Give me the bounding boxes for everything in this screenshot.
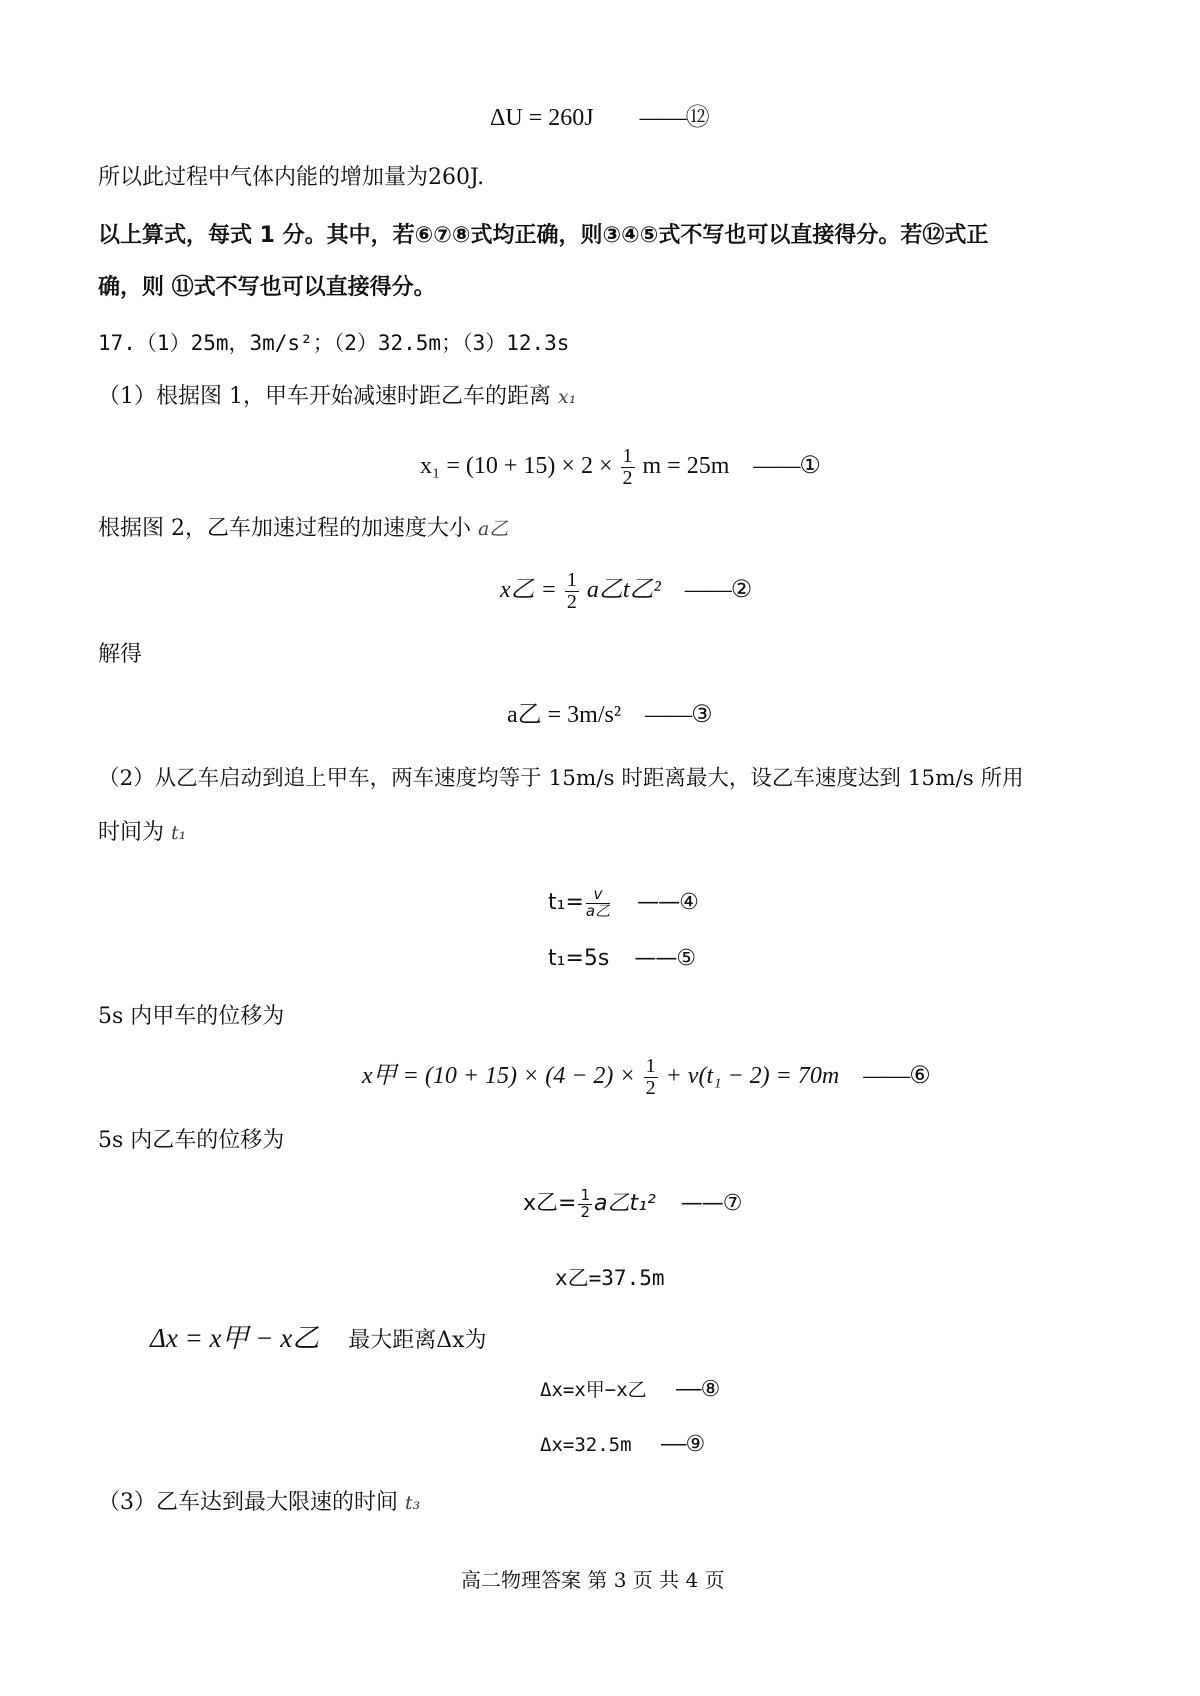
variable-label: t₃ (405, 1492, 421, 1514)
equation-text: x甲 = (10 + 15) × (4 − 2) × (362, 1063, 636, 1089)
text-line (98, 1488, 420, 1518)
fraction-numerator: v (586, 887, 610, 904)
equation-delta-u (490, 103, 709, 133)
equation-tag: ——⑦ (680, 1191, 742, 1216)
equation-text: ΔU = 260J (490, 105, 594, 131)
fraction-denominator: 2 (645, 1076, 656, 1099)
equation-5 (548, 944, 695, 974)
fraction (644, 1056, 658, 1099)
equation-text: t₁=5s (548, 946, 610, 971)
equation-7 (523, 1178, 742, 1230)
fraction-numerator: 1 (566, 568, 577, 591)
equation-1 (420, 438, 820, 494)
fraction (565, 570, 579, 613)
text-line: 5s 内甲车的位移为 (98, 1004, 285, 1029)
text-line (98, 818, 186, 848)
equation-text: a乙t₁² (594, 1191, 656, 1216)
equation-tag: ——⑧ (676, 1377, 720, 1402)
text-span: （1）根据图 1，甲车开始减速时距乙车的距离 (98, 384, 551, 409)
fraction-denominator: 2 (622, 466, 633, 489)
equation-text: + v(t₁ − 2) = 70m (665, 1063, 840, 1089)
fraction-numerator: 1 (645, 1054, 656, 1077)
equation-tag: ——③ (645, 702, 712, 728)
variable-label: t₁ (171, 822, 187, 844)
text-span: 最大距离Δx为 (348, 1328, 487, 1353)
equation-2 (500, 562, 751, 618)
text-line: （2）从乙车启动到追上甲车，两车速度均等于 15m/s 时距离最大，设乙车速度达到 15m/s 所用 (98, 766, 1024, 791)
fraction-numerator: 1 (622, 444, 633, 467)
fraction-denominator: a乙 (585, 901, 611, 920)
equation-4 (548, 878, 698, 928)
text-line: 解得 (98, 642, 143, 667)
equation-tag: ——① (753, 453, 820, 479)
equation-text: x乙= (523, 1191, 577, 1216)
variable-label: a乙 (478, 518, 509, 540)
variable-label: x₁ (558, 386, 577, 408)
fraction (578, 1185, 592, 1221)
fraction (585, 884, 611, 920)
scoring-note-line-1: 以上算式，每式 1 分。其中，若⑥⑦⑧式均正确，则③④⑤式不写也可以直接得分。若⑫式正 (98, 223, 989, 248)
scoring-note-line-2: 确，则 ⑪式不写也可以直接得分。 (98, 275, 436, 300)
equation-text: Δx = x甲 − x乙 (150, 1323, 320, 1353)
equation-3 (507, 700, 712, 730)
equation-tag: ——⑥ (863, 1063, 930, 1089)
text-line (150, 1318, 487, 1361)
page-footer: 高二物理答案 第 3 页 共 4 页 (461, 1568, 725, 1592)
equation-text: a乙t乙² (586, 577, 661, 603)
equation-tag: ——⑤ (634, 946, 696, 971)
fraction-numerator: 1 (580, 1185, 591, 1204)
equation-8 (540, 1375, 719, 1405)
question-17-answer: 17.（1）25m，3m/s²；（2）32.5m；（3）12.3s (98, 331, 570, 355)
fraction (621, 446, 635, 489)
equation-text: x₁ = (10 + 15) × 2 × (420, 453, 613, 479)
equation-text: x乙=37.5m (555, 1266, 665, 1290)
text-span: 时间为 (98, 820, 165, 845)
text-span: （3）乙车达到最大限速的时间 (98, 1490, 398, 1515)
text-span: 根据图 2，乙车加速过程的加速度大小 (98, 516, 471, 541)
equation-tag: ——⑫ (639, 105, 709, 131)
equation-text: m = 25m (642, 453, 730, 479)
equation-text: Δx=x甲−x乙 (540, 1379, 647, 1401)
equation-text: x乙 = (500, 577, 557, 603)
fraction-denominator: 2 (580, 1202, 591, 1221)
text-line: 5s 内乙车的位移为 (98, 1128, 285, 1153)
equation-6 (362, 1048, 930, 1104)
equation-text: t₁= (548, 890, 584, 915)
text-line: 所以此过程中气体内能的增加量为260J. (98, 165, 485, 190)
equation-tag: ——④ (637, 890, 698, 915)
equation-tag: ——⑨ (660, 1432, 705, 1457)
equation-tag: ——② (684, 577, 752, 603)
equation-9 (540, 1430, 704, 1460)
fraction-denominator: 2 (566, 590, 577, 613)
equation-text: Δx=32.5m (540, 1434, 632, 1456)
text-line (98, 382, 576, 412)
equation-text: a乙 = 3m/s² (507, 702, 622, 728)
text-line (98, 514, 508, 544)
